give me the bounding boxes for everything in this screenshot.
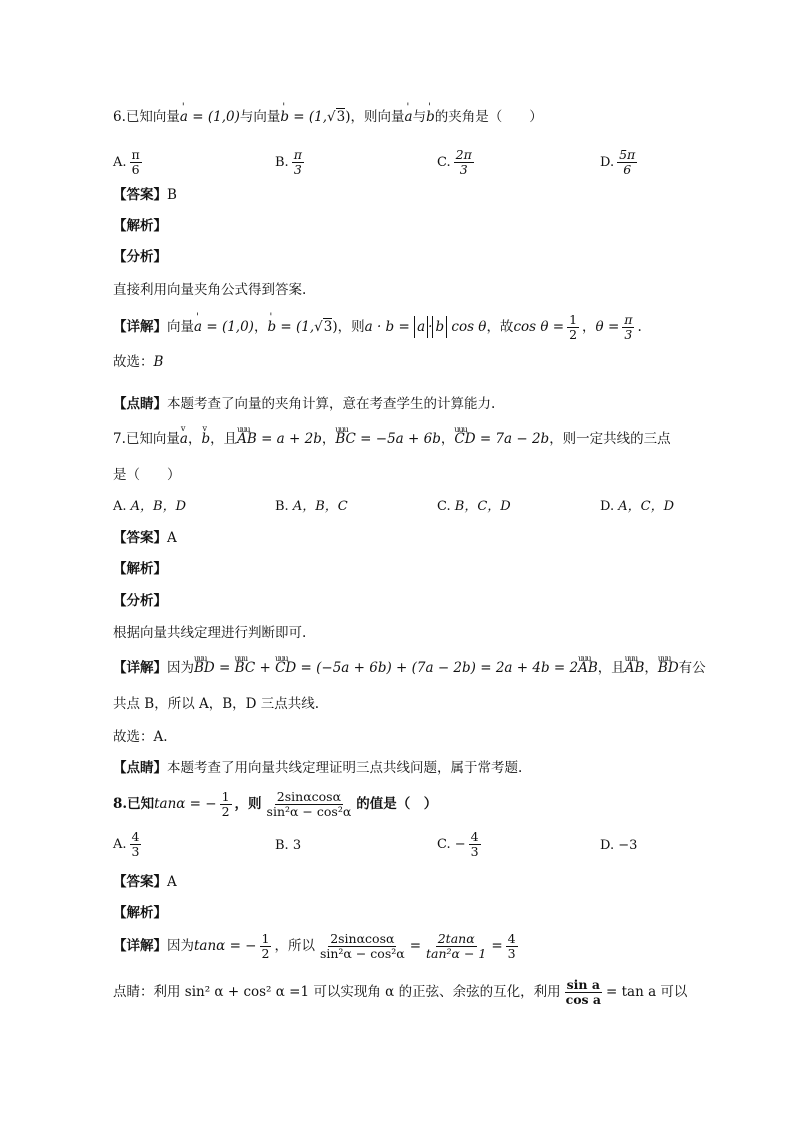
q7-dianjing: 【点睛】本题考查了用向量共线定理证明三点共线问题，属于常考题.: [113, 760, 523, 776]
q7-option-c: C. B，C，D: [437, 499, 511, 514]
q7-option-d: D. A，C，D: [600, 499, 674, 514]
q7-option-a: A. A，B，D: [113, 499, 187, 514]
q6-option-a: A. $\frac{\pi}{6}$: [113, 147, 140, 177]
q7-option-b: B. A，B，C: [275, 499, 348, 514]
q6-option-b: B. $\frac{\pi}{3}$: [275, 147, 302, 177]
q8-option-b: B. 3: [275, 838, 302, 853]
q6-dianjing: 【点睛】本题考查了向量的夹角计算，意在考查学生的计算能力.: [113, 396, 496, 412]
q6-option-d: D. $\frac{5\pi}{6}$: [600, 147, 636, 177]
q7-stem: 7.已知向量v a，v b，且uuu AB = a + 2b，uuu BC = −5a + 6b，uuu CD = 7a − 2b，则一定共线的三点: [113, 428, 671, 450]
vector-b: ' b = (1,: [280, 106, 327, 128]
q6-stem: 6.已知向量' a = (1,0)与向量' b = (1,√3)，则向量' a与' b的夹角是（ ）: [113, 106, 543, 128]
q6-guxuan: 故选：B: [113, 354, 164, 370]
q7-detail-2: 共点 B，所以 A，B，D 三点共线.: [113, 696, 320, 712]
q8-option-a: A. $\frac{4}{3}$: [113, 829, 140, 859]
q7-detail: 【详解】因为uuu BD = uuu BC + uuu CD = (−5a + 6b) + (7a − 2b) = 2a + 4b = 2uuu AB，且uuu AB，uuu BD有公: [113, 657, 706, 679]
q6-answer: 【答案】B: [113, 187, 177, 203]
q8-jiexi: 【解析】: [113, 905, 167, 921]
q7-stem-2: 是（ ）: [113, 467, 181, 483]
q8-option-d: D. −3: [600, 838, 638, 853]
q8-dianjing: 点睛：利用 sin² α + cos² α =1 可以实现角 α 的正弦、余弦的互化，利用 $\frac{\text{sin a}}{\text{cos a}}$ = tan a 可以: [113, 977, 688, 1007]
q6-fenxi-text: 直接利用向量夹角公式得到答案.: [113, 282, 307, 298]
q7-fenxi: 【分析】: [113, 593, 167, 609]
q6-jiexi: 【解析】: [113, 218, 167, 234]
q8-option-c: C. − $\frac{4}{3}$: [437, 829, 479, 859]
q8-answer: 【答案】A: [113, 874, 177, 890]
q8-stem: 8.已知tanα = − $\frac{1}{2}$ ，则 $\frac{2\sin\alpha\cos\alpha}{\text{sin²α − cos²α}}$ 的值是（ ）: [113, 789, 438, 819]
q7-answer: 【答案】A: [113, 530, 177, 546]
vector-a: ' a = (1,0): [180, 106, 240, 128]
q6-fenxi: 【分析】: [113, 249, 167, 265]
q6-detail: 【详解】向量' a = (1,0)，' b = (1,√3)，则a · b = a · b cos θ，故cos θ = $\frac{1}{2}$ ，θ = $\frac{\pi}{3}$ .: [113, 313, 642, 342]
q7-fenxi-text: 根据向量共线定理进行判断即可.: [113, 625, 307, 641]
q7-jiexi: 【解析】: [113, 561, 167, 577]
q7-guxuan: 故选：A.: [113, 729, 168, 745]
q8-detail: 【详解】因为tanα = − $\frac{1}{2}$ ，所以 $\frac{2\sin\alpha\cos\alpha}{\text{sin²α − cos²α}}$ = $\frac{2\tan\alpha}{\text{tan²α − 1}}$ = $\frac{4}{3}$: [113, 931, 516, 961]
q6-option-c: C. $\frac{2\pi}{3}$: [437, 147, 472, 177]
